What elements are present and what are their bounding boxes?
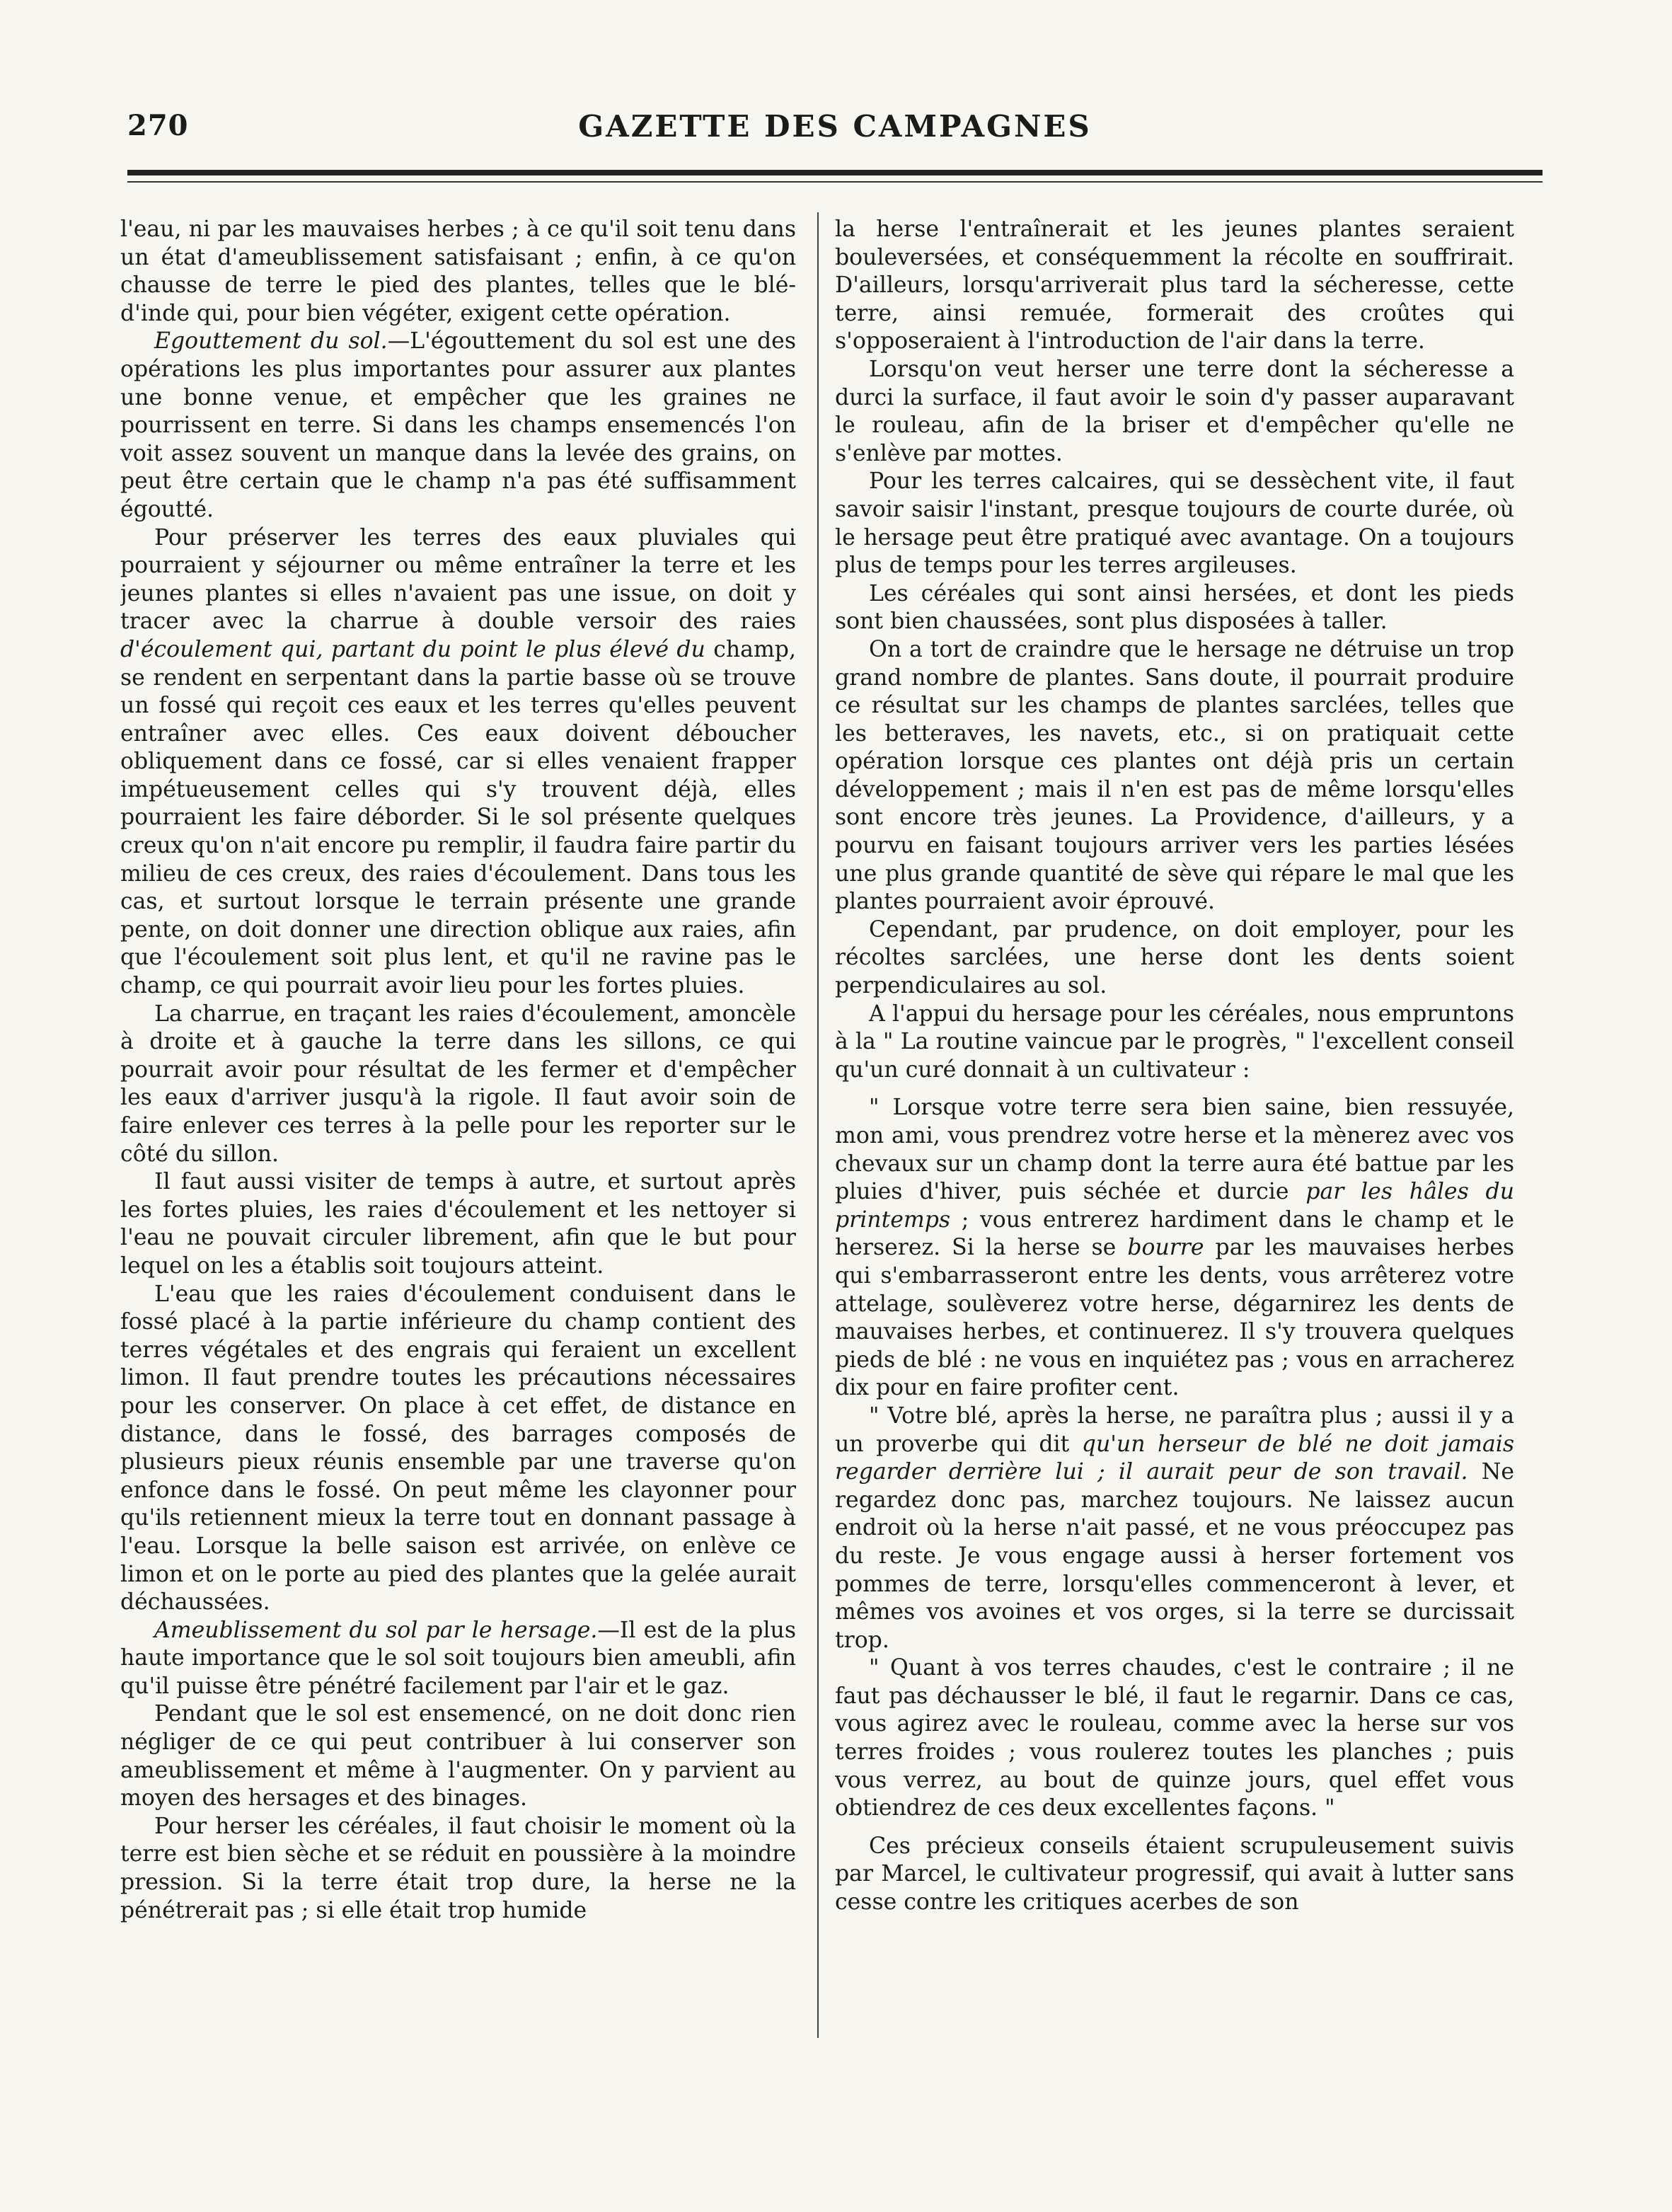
journal-title: GAZETTE DES CAMPAGNES <box>578 109 1092 144</box>
right-column <box>835 216 1514 2091</box>
header-rule-thick <box>127 170 1543 175</box>
paragraph: Il faut aussi visiter de temps à autre, et surtout après les fortes pluies, les raies d'écoulement et les nettoyer si l'eau ne pouvait circuler librement, afin que le but pour lequel on les a établis soit toujours atteint. <box>120 1169 796 1279</box>
paragraph: Pour herser les céréales, il faut choisir le moment où la terre est bien sèche et se réduit en poussière à la moindre pression. Si la terre était trop dure, la herse ne la pénétrerait pas ; si elle était trop humide <box>120 1813 796 1923</box>
page-header <box>127 106 1543 149</box>
section-heading: Egouttement du sol. <box>154 328 388 355</box>
paragraph: A l'appui du hersage pour les céréales, nous empruntons à la " La routine vaincue par le progrès, " l'excellent conseil qu'un curé donnait à un cultivateur : <box>835 1001 1514 1083</box>
paragraph-text: " Lorsque votre terre sera bien saine, bien ressuyée, mon ami, vous prendrez votre herse et la mènerez avec vos chevaux sur un champ dont la terre aura été battue par les pluies d'hiver, puis séchée et durcie <box>835 1095 1514 1205</box>
page-number: 270 <box>127 109 189 142</box>
paragraph: On a tort de craindre que le hersage ne détruise un trop grand nombre de plantes. Sans doute, il pourrait produire ce résultat sur les champs de plantes sarclées, telles que les betteraves, les navets, etc., si on pratiquait cette opération lorsque ces plantes ont déjà pris un certain développement ; mais il n'en est pas de même lorsqu'elles sont encore très jeunes. La Providence, d'ailleurs, y a pourvu en faisant toujours arriver vers les parties lésées une plus grande quantité de sève qui répare le mal que les plantes pourraient avoir éprouvé. <box>835 636 1514 915</box>
section-heading: Ameublissement du sol par le hersage. <box>154 1617 598 1643</box>
paragraph <box>120 328 796 524</box>
emphasis-text: par les hâles du printemps <box>835 1179 1514 1233</box>
emphasis-text: bourre <box>1127 1235 1204 1261</box>
paragraph-text: —Il est de la plus haute importance que le sol soit toujours bien ameubli, afin qu'il puisse être pénétré facilement par l'air et le gaz. <box>120 1617 796 1699</box>
header-rule-thin <box>127 181 1543 183</box>
quote-paragraph <box>835 1402 1514 1654</box>
paragraph-text: " Votre blé, après la herse, ne paraîtra plus ; aussi il y a un proverbe qui dit <box>835 1402 1514 1457</box>
emphasis-text: qu'un herseur de blé ne doit jamais regarder derrière lui ; il aurait peur de son travail. <box>835 1431 1514 1485</box>
emphasis-text: d'écoulement qui, partant du point le plus élevé du <box>120 636 705 662</box>
paragraph: la herse l'entraînerait et les jeunes plantes seraient bouleversées, et conséquemment la récolte en souffrirait. D'ailleurs, lorsqu'arriverait plus tard la sécheresse, cette terre, ainsi remuée, formerait des croûtes qui s'opposeraient à l'introduction de l'air dans la terre. <box>835 217 1514 355</box>
paragraph-text: ; vous entrerez hardiment dans le champ et le herserez. Si la herse se <box>835 1206 1514 1261</box>
paragraph: l'eau, ni par les mauvaises herbes ; à ce qu'il soit tenu dans un état d'ameublissement satisfaisant ; enfin, à ce qu'on chausse de terre le pied des plantes, telles que le blé-d'inde qui, pour bien végéter, exigent cette opération. <box>120 217 796 326</box>
paragraph-text: Pour préserver les terres des eaux pluviales qui pourraient y séjourner ou même entraîner la terre et les jeunes plantes si elles n'avaient pas une issue, on doit y tracer avec la charrue à double versoir des raies <box>120 524 796 635</box>
quote-paragraph <box>835 1094 1514 1402</box>
paragraph-text: champ, se rendent en serpentant dans la partie basse où se trouve un fossé qui reçoit ces eaux et les terres qu'elles peuvent entraîner avec elles. Ces eaux doivent déboucher obliquement dans ce fossé, car si elles venaient frapper impétueusement celles qui s'y trouvent déjà, elles pourraient les faire déborder. Si le sol présente quelques creux qu'on n'ait encore pu remplir, il faudra faire partir du milieu de ces creux, des raies d'écoulement. Dans tous les cas, et surtout lorsque le terrain présente une grande pente, on doit donner une direction oblique aux raies, afin que l'écoulement soit plus lent, et qu'il ne ravine pas le champ, ce qui pourrait avoir lieu pour les fortes pluies. <box>120 636 796 999</box>
paragraph-text: —L'égouttement du sol est une des opérations les plus importantes pour assurer aux plantes une bonne venue, et empêcher que les graines ne pourrissent en terre. Si dans les champs ensemencés l'on voit assez souvent un manque dans la levée des grains, on peut être certain que le champ n'a pas été suffisamment égoutté. <box>120 328 796 522</box>
paragraph: Lorsqu'on veut herser une terre dont la sécheresse a durci la surface, il faut avoir le soin d'y passer auparavant le rouleau, afin de la briser et d'empêcher qu'elle ne s'enlève par mottes. <box>835 356 1514 466</box>
column-divider <box>817 212 819 2038</box>
paragraph: Pour les terres calcaires, qui se dessèchent vite, il faut savoir saisir l'instant, presque toujours de courte durée, où le hersage peut être pratiqué avec avantage. On a toujours plus de temps pour les terres argileuses. <box>835 468 1514 579</box>
paragraph: Cependant, par prudence, on doit employer, pour les récoltes sarclées, une herse dont les dents soient perpendiculaires au sol. <box>835 916 1514 999</box>
paragraph: Ces précieux conseils étaient scrupuleusement suivis par Marcel, le cultivateur progressif, qui avait à lutter sans cesse contre les critiques acerbes de son <box>835 1833 1514 1916</box>
paragraph: L'eau que les raies d'écoulement conduisent dans le fossé placé à la partie inférieure du champ contient des terres végétales et des engrais qui feraient un excellent limon. Il faut prendre toutes les précautions nécessaires pour les conserver. On place à cet effet, de distance en distance, dans le fossé, des barrages composés de plusieurs pieux réunis ensemble par une traverse qu'on enfonce dans le fossé. On peut même les clayonner pour qu'ils retiennent mieux la terre tout en donnant passage à l'eau. Lorsque la belle saison est arrivée, on enlève ce limon et on le porte au pied des plantes que la gelée aurait déchaussées. <box>120 1281 796 1615</box>
paragraph <box>120 1617 796 1701</box>
paragraph-text: par les mauvaises herbes qui s'embarrasseront entre les dents, vous arrêterez votre attelage, soulèverez votre herse, dégarnirez les dents de mauvaises herbes, et continuerez. Il s'y trouvera quelques pieds de blé : ne vous en inquiétez pas ; vous en arracherez dix pour en faire profiter cent. <box>835 1235 1514 1401</box>
quote-paragraph: " Quant à vos terres chaudes, c'est le contraire ; il ne faut pas déchausser le blé, il faut le regarnir. Dans ce cas, vous agirez avec le rouleau, comme avec la herse sur vos terres froides ; vous roulerez toutes les planches ; puis vous verrez, au bout de quinze jours, quel effet vous obtiendrez de ces deux excellentes façons. " <box>835 1655 1514 1821</box>
left-column <box>120 216 796 2091</box>
paragraph-text: Ne regardez donc pas, marchez toujours. Ne laissez aucun endroit où la herse n'ait passé, et ne vous préoccupez pas du reste. Je vous engage aussi à herser fortement vos pommes de terre, lorsqu'elles commenceront à lever, et mêmes vos avoines et vos orges, si la terre se durcissait trop. <box>835 1459 1514 1653</box>
paragraph: Pendant que le sol est ensemencé, on ne doit donc rien négliger de ce qui peut contribuer à lui conserver son ameublissement et même à l'augmenter. On y parvient au moyen des hersages et des binages. <box>120 1701 796 1811</box>
paragraph: Les céréales qui sont ainsi hersées, et dont les pieds sont bien chaussées, sont plus disposées à taller. <box>835 580 1514 635</box>
paragraph: La charrue, en traçant les raies d'écoulement, amoncèle à droite et à gauche la terre dans les sillons, ce qui pourrait avoir pour résultat de les fermer et d'empêcher les eaux d'arriver jusqu'à la rigole. Il faut avoir soin de faire enlever ces terres à la pelle pour les reporter sur le côté du sillon. <box>120 1001 796 1167</box>
paragraph <box>120 524 796 1001</box>
